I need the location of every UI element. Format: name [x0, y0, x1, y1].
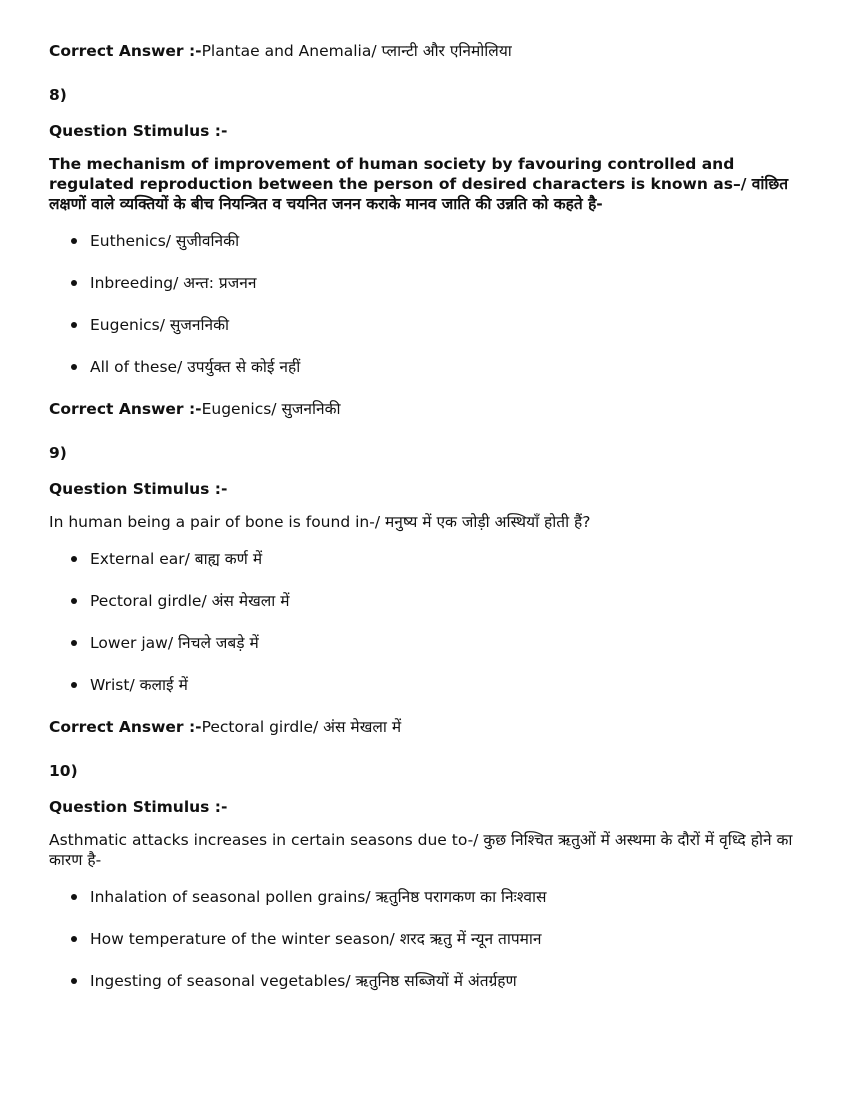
question-stimulus-label: Question Stimulus :- — [49, 480, 228, 498]
option-item: Inbreeding/ अन्त: प्रजनन — [49, 272, 809, 314]
question-10 — [49, 758, 809, 1012]
options-list — [49, 886, 809, 1012]
document-page — [49, 38, 809, 1012]
option-item: All of these/ उपर्युक्त से कोई नहीं — [49, 356, 809, 398]
correct-answer — [49, 714, 809, 740]
question-number: 8) — [49, 86, 67, 104]
question-stimulus-text: In human being a pair of bone is found in-/ मनुष्य में एक जोड़ी अस्थियाँ होती हैं? — [49, 513, 591, 531]
correct-answer-value: Pectoral girdle/ अंस मेखला में — [201, 718, 402, 736]
question-number: 9) — [49, 444, 67, 462]
question-stimulus-label: Question Stimulus :- — [49, 122, 228, 140]
option-item: Wrist/ कलाई में — [49, 674, 809, 716]
correct-answer — [49, 396, 809, 422]
option-item: Inhalation of seasonal pollen grains/ ऋतुनिष्ठ परागकण का निःश्वास — [49, 886, 809, 928]
options-list — [49, 548, 809, 716]
question-stimulus-text: The mechanism of improvement of human society by favouring controlled and regulated reproduction between the person of desired characters is known as–/ वांछित लक्षणों वाले व्यक्तियों के बीच नियन्त्रित व चयनित जनन कराके मानव जाति की उन्नति को कहते है- — [49, 155, 789, 213]
question-stimulus-label: Question Stimulus :- — [49, 798, 228, 816]
question-number: 10) — [49, 762, 78, 780]
correct-answer-label: Correct Answer :- — [49, 42, 202, 60]
question-stimulus-text: Asthmatic attacks increases in certain seasons due to-/ कुछ निश्चित ऋतुओं में अस्थमा के दौरों में वृध्दि होने का कारण है- — [49, 831, 793, 869]
prev-correct-answer — [49, 38, 809, 64]
option-item: Eugenics/ सुजननिकी — [49, 314, 809, 356]
question-9 — [49, 440, 809, 740]
correct-answer-value: Eugenics/ सुजननिकी — [201, 400, 341, 418]
option-item: How temperature of the winter season/ शरद ऋतु में न्यून तापमान — [49, 928, 809, 970]
option-item: Pectoral girdle/ अंस मेखला में — [49, 590, 809, 632]
correct-answer-label: Correct Answer :- — [49, 400, 202, 418]
option-item: External ear/ बाह्य कर्ण में — [49, 548, 809, 590]
question-8 — [49, 82, 809, 422]
correct-answer-label: Correct Answer :- — [49, 718, 202, 736]
options-list — [49, 230, 809, 398]
option-item: Euthenics/ सुजीवनिकी — [49, 230, 809, 272]
option-item: Lower jaw/ निचले जबड़े में — [49, 632, 809, 674]
option-item: Ingesting of seasonal vegetables/ ऋतुनिष्ठ सब्जियों में अंतर्ग्रहण — [49, 970, 809, 1012]
correct-answer-value: Plantae and Anemalia/ प्लान्टी और एनिमोलिया — [201, 42, 512, 60]
